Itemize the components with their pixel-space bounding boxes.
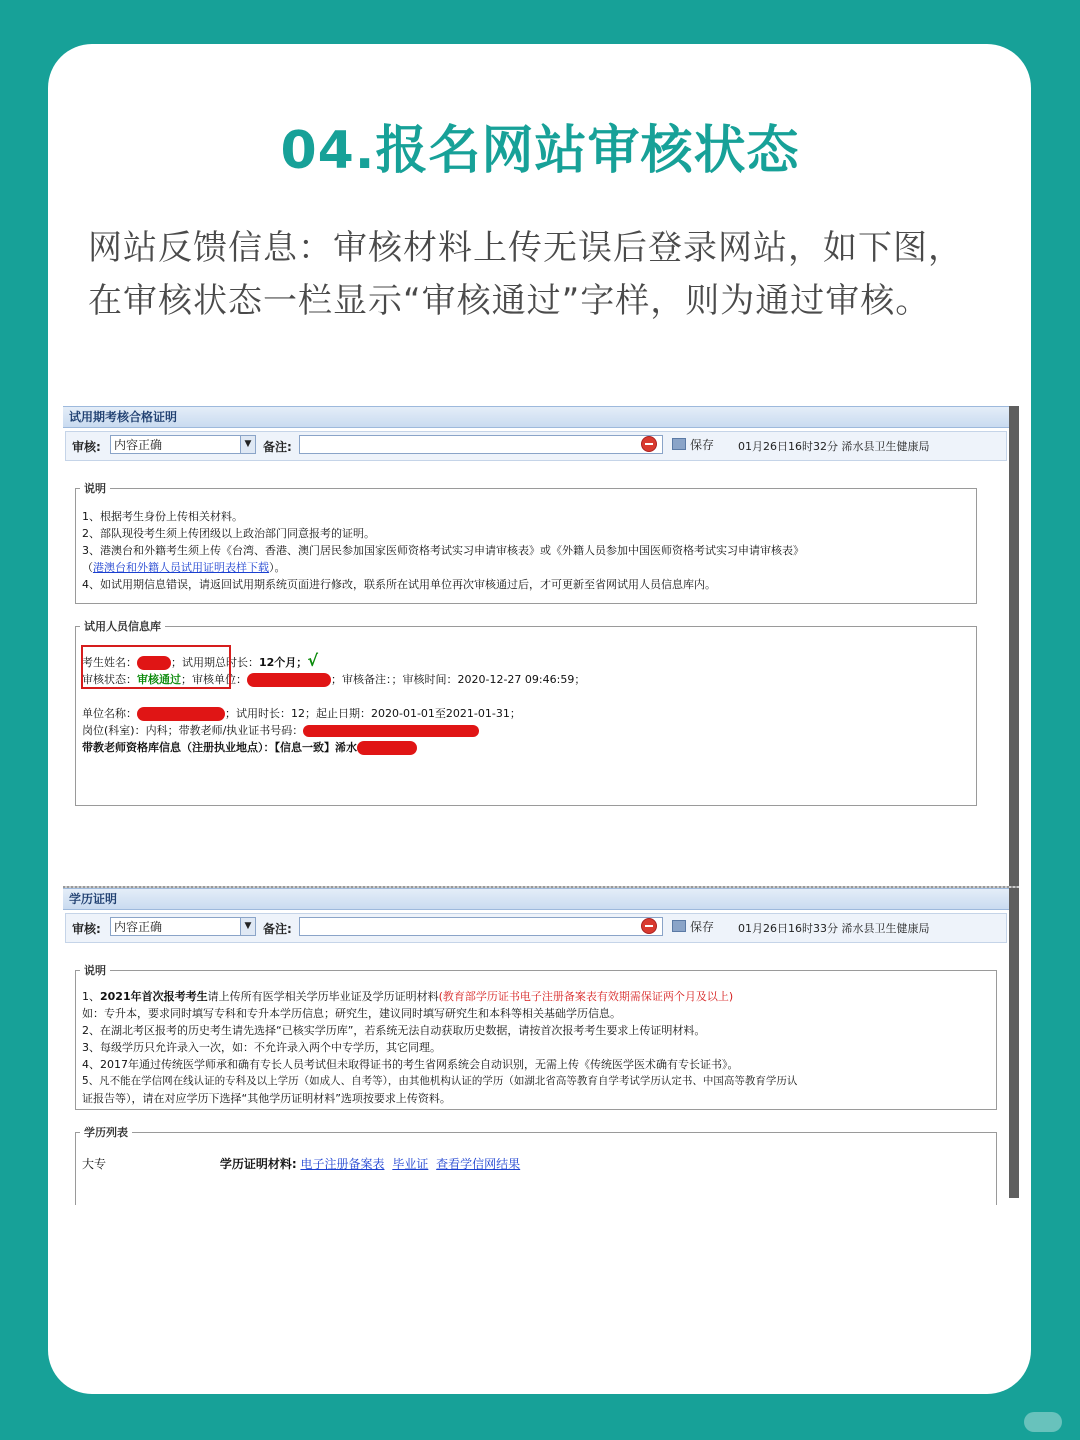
degree-list-box [75, 1124, 997, 1205]
redaction [303, 725, 479, 737]
note-line: 2、在湖北考区报考的历史考生请先选择“已核实学历库”，若系统无法自动获取历史数据，请按首次报考考生要求上传证明材料。 [82, 1024, 706, 1037]
redaction [357, 741, 417, 755]
degree-row [82, 1156, 988, 1173]
review-toolbar [65, 431, 1007, 461]
notes-box [75, 962, 997, 1110]
chevron-down-icon[interactable]: ▼ [240, 436, 255, 453]
degree-name: 大专 [82, 1157, 107, 1171]
note-input[interactable] [299, 917, 663, 936]
note-line: 4、2017年通过传统医学师承和确有专长人员考试但未取得证书的考生省网系统会自动识别，无需上传《传统医学医术确有专长证书》。 [82, 1058, 739, 1071]
note-line: 3、港澳台和外籍考生须上传《台湾、香港、澳门居民参加国家医师资格考试实习申请审核表》或《外籍人员参加中国医师资格考试实习申请审核表》 [82, 544, 804, 557]
review-select[interactable]: 内容正确 ▼ [110, 917, 256, 936]
chsi-result-link[interactable]: 查看学信网结果 [436, 1157, 521, 1171]
review-timestamp: 01月26日16时32分 浠水县卫生健康局 [738, 440, 930, 453]
company-line: 单位名称： ；试用时长：12；起止日期：2020-01-01至2021-01-31； [82, 707, 521, 720]
note-line: 4、如试用期信息错误，请返回试用期系统页面进行修改，联系所在试用单位再次审核通过后，才可更新至省网试用人员信息库内。 [82, 578, 716, 591]
e-registration-link[interactable]: 电子注册备案表 [300, 1157, 385, 1171]
review-timestamp: 01月26日16时33分 浠水县卫生健康局 [738, 922, 930, 935]
save-button[interactable]: 保存 [670, 436, 714, 454]
redaction [137, 707, 225, 721]
trainee-legend: 试用人员信息库 [84, 620, 161, 633]
note-line: （港澳台和外籍人员试用证明表样下载）。 [82, 561, 286, 574]
note-label: 备注: [263, 922, 292, 936]
note-label: 备注: [263, 440, 292, 454]
note-line: 证报告等），请在对应学历下选择“其他学历证明材料”选项按要求上传资料。 [82, 1092, 451, 1105]
status-badge: 审核通过 [137, 673, 181, 686]
degree-legend: 学历列表 [84, 1126, 128, 1139]
diploma-link[interactable]: 毕业证 [392, 1157, 429, 1171]
notes-legend: 说明 [84, 482, 106, 495]
highlight-box [81, 645, 231, 689]
check-icon: √ [307, 651, 318, 670]
status-line: 审核状态：审核通过；审核单位： ；审核备注：；审核时间：2020-12-27 09:46:59； [82, 673, 586, 686]
redaction [247, 673, 331, 687]
materials-label: 学历证明材料: [219, 1157, 297, 1171]
note-line: 1、2021年首次报考考生请上传所有医学相关学历毕业证及学历证明材料(教育部学历证书电子注册备案表有效期需保证两个月及以上) [82, 990, 734, 1003]
note-line: 5、凡不能在学信网在线认证的专科及以上学历（如成人、自考等），由其他机构认证的学历（如湖北省高等教育自学考试学历认定书、中国高等教育学历认 [82, 1075, 798, 1087]
save-icon [672, 438, 686, 450]
review-label: 审核: [72, 922, 101, 936]
chevron-down-icon[interactable]: ▼ [240, 918, 255, 935]
section-header: 学历证明 [63, 888, 1009, 910]
note-line: 3、每级学历只允许录入一次，如：不允许录入两个中专学历，其它同理。 [82, 1041, 441, 1054]
teacher-line: 带教老师资格库信息（注册执业地点）：【信息一致】浠水 [82, 739, 968, 756]
screenshot-education [63, 888, 1009, 1198]
notes-legend: 说明 [84, 964, 106, 977]
section-header: 试用期考核合格证明 [63, 406, 1009, 428]
scrollbar[interactable] [1009, 888, 1019, 1198]
name-line: 考生姓名： ；试用期总时长：12个月；√ [82, 651, 318, 670]
cancel-icon[interactable] [641, 436, 657, 452]
intro-text: 网站反馈信息：审核材料上传无误后登录网站，如下图，在审核状态一栏显示“审核通过”字样，则为通过审核。 [88, 228, 963, 321]
watermark [1024, 1412, 1062, 1432]
review-select[interactable]: 内容正确 ▼ [110, 435, 256, 454]
notes-box [75, 480, 977, 604]
scrollbar[interactable] [1009, 406, 1019, 886]
save-icon [672, 920, 686, 932]
note-line: 1、根据考生身份上传相关材料。 [82, 510, 243, 523]
post-line: 岗位(科室)：内科；带教老师/执业证书号码： [82, 722, 968, 739]
cancel-icon[interactable] [641, 918, 657, 934]
note-input[interactable] [299, 435, 663, 454]
sample-download-link[interactable]: 港澳台和外籍人员试用证明表样下载 [93, 561, 269, 574]
note-line: 如：专升本，要求同时填写专科和专升本学历信息；研究生，建议同时填写研究生和本科等相关基础学历信息。 [82, 1007, 621, 1020]
note-line: 2、部队现役考生须上传团级以上政治部门同意报考的证明。 [82, 527, 375, 540]
review-toolbar [65, 913, 1007, 943]
page-title: 04.报名网站审核状态 [280, 121, 800, 181]
save-button[interactable]: 保存 [670, 918, 714, 936]
review-label: 审核: [72, 440, 101, 454]
